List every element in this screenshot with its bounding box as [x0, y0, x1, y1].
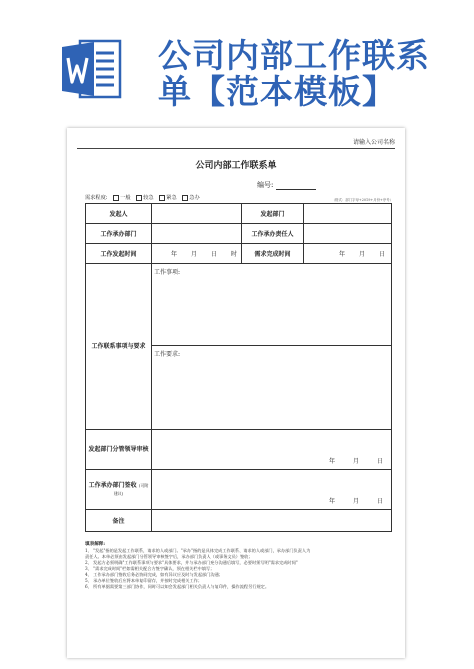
- work-item-field[interactable]: [152, 264, 392, 346]
- form-sheet: [67, 128, 405, 658]
- undertaking-sign-text: 工作承办部门签收: [88, 481, 137, 489]
- month-unit: 月: [352, 458, 359, 465]
- required-completion-label: 需求完成时间: [242, 244, 304, 264]
- instruction-item: 责任人。本单必须由发起部门分管领导审核签字后，承办部门负责人（或事务文员）签收；: [85, 554, 253, 559]
- year-unit: 年: [338, 251, 345, 258]
- urgency-checkbox-rush[interactable]: [182, 195, 188, 201]
- instruction-item: 2、 发起方必须明确"工作联系事项与要求"具体要求，并与承办部门充分沟通后填写，必要时须写明"需求完成时间": [85, 560, 298, 565]
- leader-review-label: 发起部门分管领导审核: [86, 430, 152, 470]
- instruction-item: 3、 "需求完成时间"栏如需相关配合方签字确认，须在相关栏中填写；: [85, 566, 215, 571]
- table-row: [86, 244, 392, 264]
- year-unit: 年: [328, 458, 335, 465]
- table-row: [86, 264, 392, 346]
- year-unit: 年: [328, 498, 335, 505]
- day-unit: 日: [376, 458, 383, 465]
- undertaking-sign-label: [86, 470, 152, 510]
- table-row: [86, 470, 392, 510]
- urgency-option-normal: 一般: [120, 195, 131, 201]
- month-unit: 月: [352, 498, 359, 505]
- initiation-time-label: 工作发起时间: [86, 244, 152, 264]
- content-label: 工作联系事项与要求: [86, 264, 152, 430]
- form-number: [257, 180, 316, 190]
- undertaking-owner-field[interactable]: [304, 224, 392, 244]
- work-item-label: 工作事项:: [154, 269, 181, 276]
- undertaking-dept-field[interactable]: [152, 224, 242, 244]
- urgency-checkbox-urgent[interactable]: [136, 195, 142, 201]
- instruction-item: 5、 承办单位签收后应将本单复印留存，并按时完成相关工作；: [85, 578, 203, 583]
- contact-form-table: [85, 203, 392, 532]
- urgency-option-rush: 急办: [189, 195, 200, 201]
- urgency-option-urgent: 较急: [143, 195, 154, 201]
- urgency-checkbox-critical[interactable]: [159, 195, 165, 201]
- remarks-field[interactable]: [152, 510, 392, 532]
- table-row: [86, 204, 392, 224]
- undertaking-sign-field[interactable]: [152, 470, 392, 510]
- day-unit: 日: [376, 498, 383, 505]
- urgency-checkbox-normal[interactable]: [113, 195, 119, 201]
- initiating-dept-field[interactable]: [304, 204, 392, 224]
- page-title-line-1: 公司内部工作联系: [158, 36, 430, 75]
- number-format-note: （格式：部门字母+2019+月份+序号）: [331, 198, 393, 202]
- header-rule: [77, 148, 395, 149]
- remarks-label: 备注: [86, 510, 152, 532]
- urgency-label: 需求程度:: [85, 195, 108, 201]
- work-requirement-field[interactable]: [152, 346, 392, 430]
- urgency-option-critical: 紧急: [166, 195, 177, 201]
- initiator-label: 发起人: [86, 204, 152, 224]
- form-number-field[interactable]: [276, 182, 316, 190]
- leader-review-field[interactable]: [152, 430, 392, 470]
- undertaking-sign-note: (可附建议): [113, 482, 149, 496]
- word-document-icon: [62, 38, 122, 100]
- table-row: [86, 510, 392, 532]
- table-row: [86, 430, 392, 470]
- day-unit: 日: [378, 251, 385, 258]
- initiator-field[interactable]: [152, 204, 242, 224]
- instructions: [85, 542, 385, 590]
- work-requirement-label: 工作要求:: [154, 351, 181, 358]
- table-row: [86, 224, 392, 244]
- form-number-label: 编号:: [257, 181, 274, 189]
- urgency-selector: [85, 194, 200, 201]
- company-name-field[interactable]: 请输入公司名称: [352, 139, 395, 146]
- year-unit: 年: [170, 251, 177, 258]
- hour-unit: 时: [230, 251, 237, 258]
- day-unit: 日: [210, 251, 217, 258]
- instruction-item: 4、 工作承办部门签收后务必协同完成，如有异议应及时与发起部门沟通；: [85, 572, 223, 577]
- undertaking-dept-label: 工作承办部门: [86, 224, 152, 244]
- instructions-title: 填表解释:: [85, 542, 106, 547]
- instruction-item: 1、 "发起"指的是发起工作联系，请求的人或部门。"承办"指的是具体完成工作联系、请求的人或部门，承办部门负责人为: [85, 548, 311, 553]
- month-unit: 月: [190, 251, 197, 258]
- required-completion-field[interactable]: [304, 244, 392, 264]
- undertaking-owner-label: 工作承办责任人: [242, 224, 304, 244]
- page-header: [0, 0, 474, 118]
- page-title-line-2: 单【范本模板】: [158, 72, 396, 111]
- initiating-dept-label: 发起部门: [242, 204, 304, 224]
- month-unit: 月: [358, 251, 365, 258]
- instruction-item: 6、 所有单据需要第三部门协作，同时可以知会发起部门相关负责人与复印件，操作流程另行规定。: [85, 584, 270, 589]
- initiation-time-field[interactable]: [152, 244, 242, 264]
- form-title: 公司内部工作联系单: [195, 161, 277, 171]
